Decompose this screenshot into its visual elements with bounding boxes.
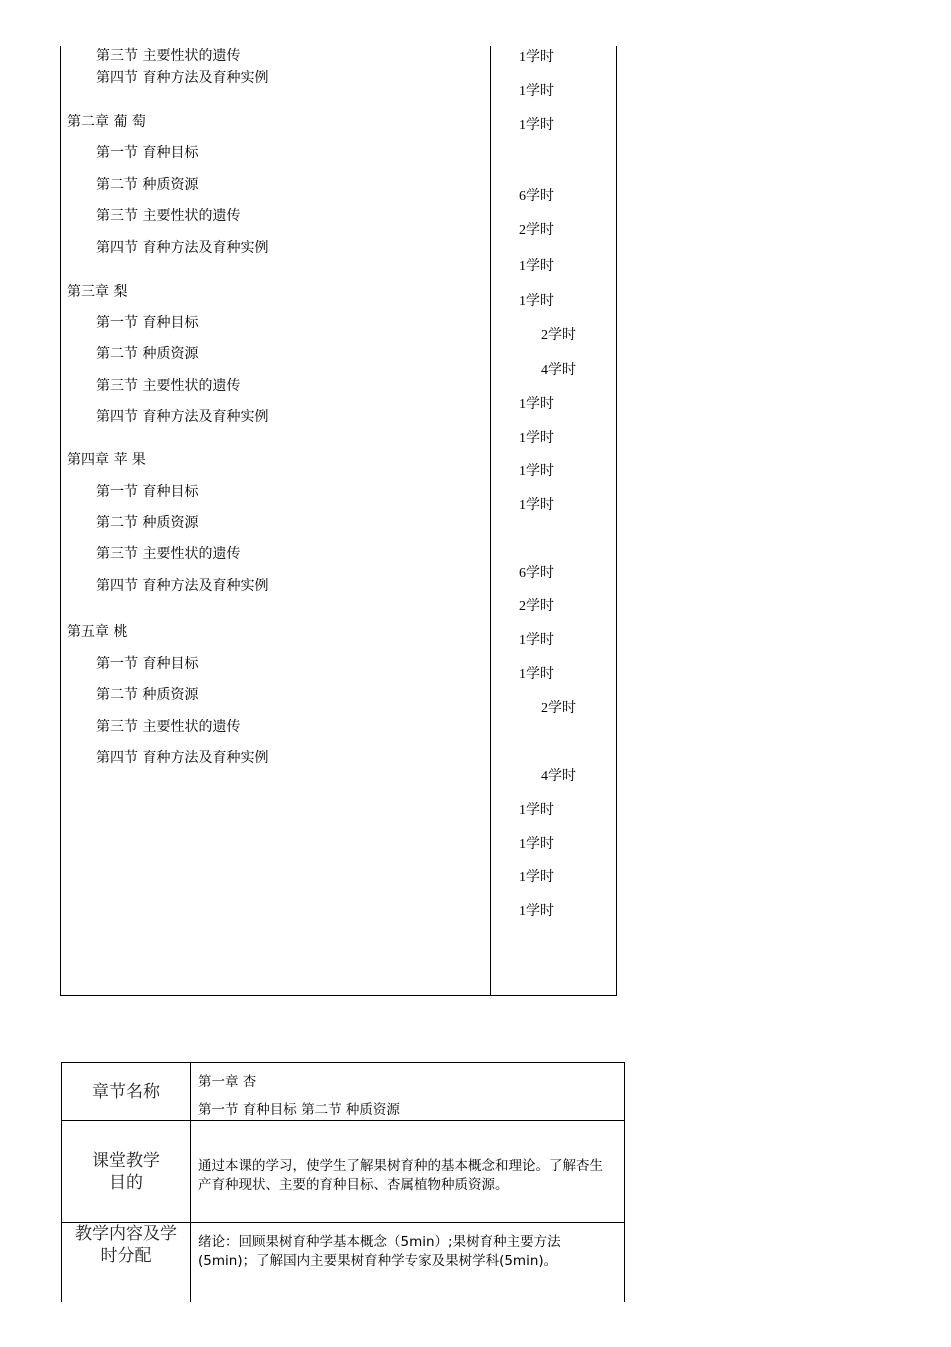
lesson-right-border [624,1062,625,1302]
hours-entry: 1学时 [519,83,554,99]
teaching-goal-label [62,1150,190,1194]
hours-entry: 1学时 [519,293,554,309]
hours-entry: 1学时 [519,117,554,133]
hours-entry: 1学时 [519,497,554,513]
hours-entry: 1学时 [519,836,554,852]
content-allocation-line1: 绪论：回顾果树育种学基本概念（5min）;果树育种主要方法 [198,1234,561,1250]
teaching-goal-label-line1: 课堂教学 [92,1151,160,1171]
lesson-top-border [61,1062,625,1063]
hours-entry: 2学时 [519,222,554,238]
outline-item: 第四节 育种方法及育种实例 [96,240,269,256]
outline-item: 第一节 育种目标 [96,315,199,331]
outline-bottom-border [60,995,617,996]
hours-entry: 4学时 [541,362,576,378]
outline-item: 第一节 育种目标 [96,484,199,500]
chapter-name-label: 章节名称 [92,1082,160,1102]
section-names-value: 第一节 育种目标 第二节 种质资源 [198,1102,400,1118]
outline-item: 第二节 种质资源 [96,346,199,362]
outline-column-divider [490,46,491,996]
outline-item: 第三节 主要性状的遗传 [96,208,241,224]
outline-item: 第三节 主要性状的遗传 [96,48,241,64]
outline-item: 第三节 主要性状的遗传 [96,378,241,394]
hours-entry: 1学时 [519,430,554,446]
hours-entry: 1学时 [519,258,554,274]
hours-entry: 2学时 [519,598,554,614]
outline-chapter: 第三章 梨 [67,284,128,300]
hours-entry: 2学时 [541,700,576,716]
outline-item: 第一节 育种目标 [96,145,199,161]
teaching-goal-label-line2: 目的 [109,1173,143,1193]
hours-entry: 1学时 [519,632,554,648]
hours-entry: 6学时 [519,188,554,204]
content-allocation-label-line1: 教学内容及学 [75,1224,177,1244]
hours-entry: 1学时 [519,903,554,919]
lesson-row-divider [61,1120,625,1121]
outline-item: 第二节 种质资源 [96,515,199,531]
hours-entry: 2学时 [541,327,576,343]
outline-chapter: 第四章 苹 果 [67,452,146,468]
lesson-column-divider [190,1062,191,1302]
hours-entry: 6学时 [519,565,554,581]
outline-item: 第二节 种质资源 [96,687,199,703]
outline-item: 第四节 育种方法及育种实例 [96,578,269,594]
hours-entry: 1学时 [519,869,554,885]
content-allocation-label-line2: 时分配 [100,1246,152,1266]
teaching-goal-content: 通过本课的学习，使学生了解果树育种的基本概念和理论。了解杏生产育种现状、主要的育种目标、杏属植物种质资源。 [198,1158,603,1193]
outline-item: 第三节 主要性状的遗传 [96,546,241,562]
outline-right-border [616,46,617,996]
outline-item: 第一节 育种目标 [96,656,199,672]
outline-item: 第三节 主要性状的遗传 [96,719,241,735]
outline-chapter: 第五章 桃 [67,624,128,640]
outline-item: 第四节 育种方法及育种实例 [96,409,269,425]
outline-chapter: 第二章 葡 萄 [67,114,146,130]
outline-item: 第四节 育种方法及育种实例 [96,750,269,766]
content-allocation-label [62,1223,190,1267]
hours-entry: 4学时 [541,768,576,784]
hours-entry: 1学时 [519,49,554,65]
content-allocation-line2: (5min)；了解国内主要果树育种学专家及果树学科(5min)。 [198,1253,558,1269]
outline-item: 第四节 育种方法及育种实例 [96,70,269,86]
hours-entry: 1学时 [519,802,554,818]
hours-entry: 1学时 [519,463,554,479]
chapter-name-value: 第一章 杏 [198,1074,257,1090]
outline-item: 第二节 种质资源 [96,177,199,193]
hours-entry: 1学时 [519,396,554,412]
outline-left-border [60,46,61,996]
hours-entry: 1学时 [519,666,554,682]
